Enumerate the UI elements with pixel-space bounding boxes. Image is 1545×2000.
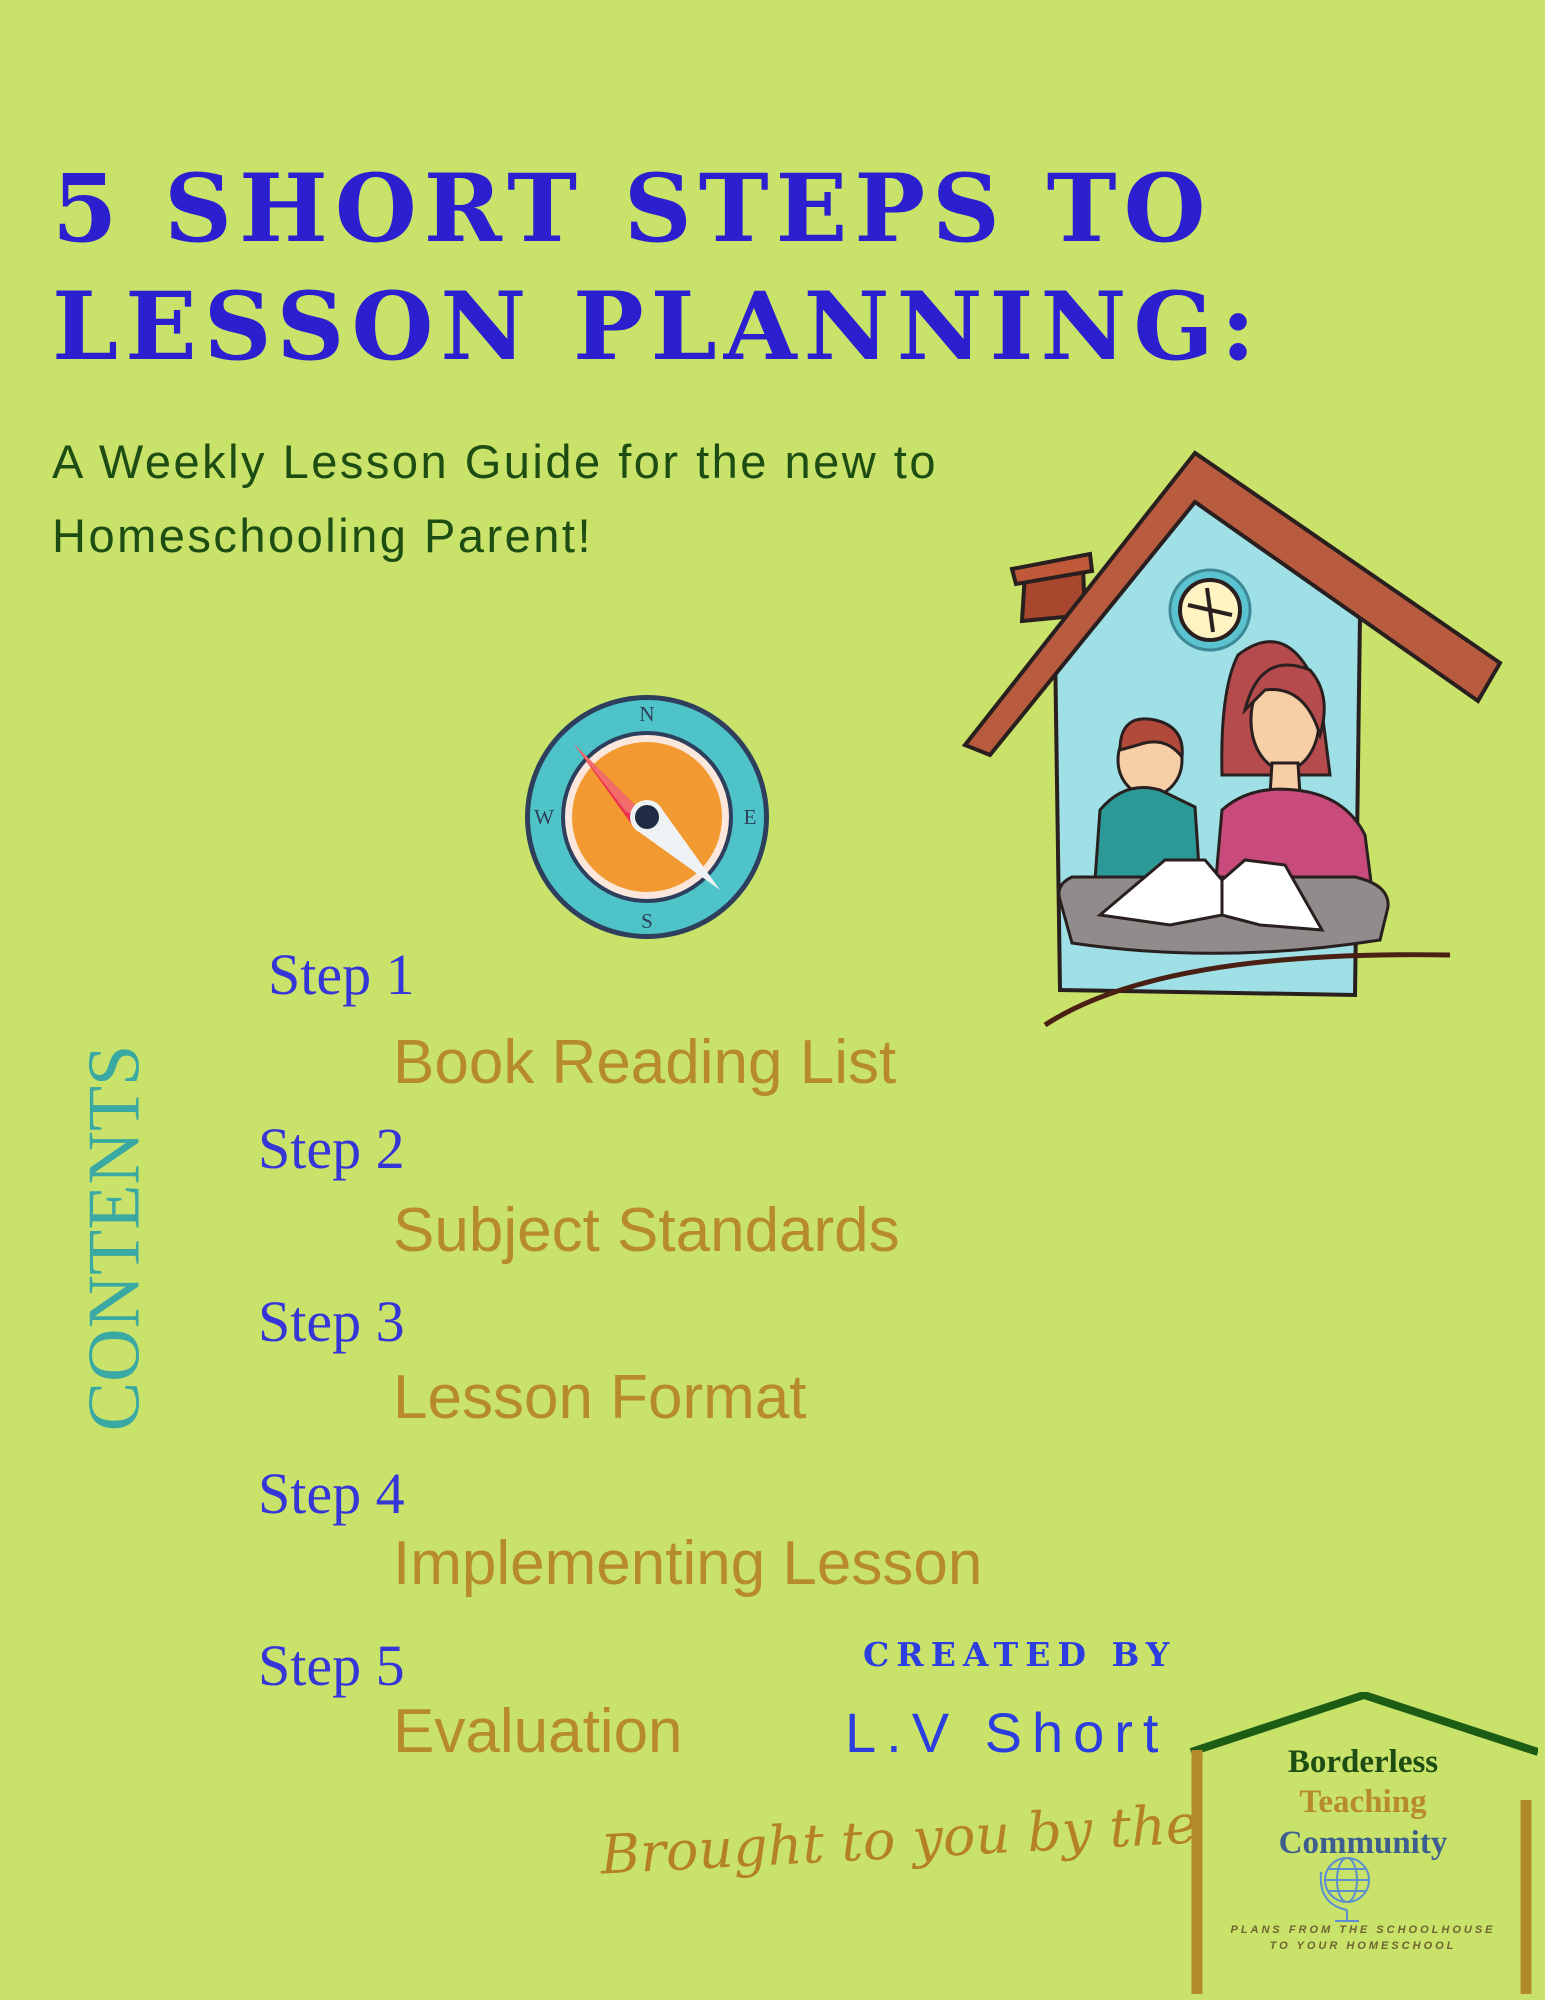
author-name: L.V Short <box>845 1701 1169 1764</box>
subtitle <box>52 425 938 573</box>
community-logo <box>1188 1692 1538 1994</box>
page-title <box>52 150 1262 386</box>
brought-to-you-text: Brought to you by the <box>598 1792 1200 1887</box>
step-3-title: Lesson Format <box>393 1363 807 1432</box>
house-illustration <box>960 445 1515 1035</box>
logo-tagline <box>1198 1922 1528 1954</box>
subtitle-line-2: Homeschooling Parent! <box>52 509 594 562</box>
step-5-title: Evaluation <box>393 1697 683 1766</box>
globe-icon <box>1321 1858 1369 1921</box>
logo-line-3: Community <box>1278 1825 1448 1861</box>
logo-line-1: Borderless <box>1287 1744 1439 1780</box>
step-2-title: Subject Standards <box>393 1196 900 1265</box>
logo-line-2: Teaching <box>1299 1784 1427 1820</box>
step-5-label: Step 5 <box>258 1633 405 1698</box>
step-3-label: Step 3 <box>258 1289 405 1354</box>
compass-south-label: S <box>641 909 653 933</box>
contents-label: CONTENTS <box>73 1044 156 1432</box>
step-2-label: Step 2 <box>258 1116 405 1181</box>
compass-east-label: E <box>743 805 757 829</box>
logo-tagline-line-1: PLANS FROM THE SCHOOLHOUSE <box>1230 1924 1496 1936</box>
compass-icon <box>522 692 772 942</box>
step-4-title: Implementing Lesson <box>393 1529 983 1598</box>
logo-tagline-line-2: TO YOUR HOMESCHOOL <box>1269 1940 1457 1952</box>
title-line-1: 5 SHORT STEPS TO <box>52 154 1213 264</box>
created-by-label: CREATED BY <box>863 1635 1177 1674</box>
subtitle-line-1: A Weekly Lesson Guide for the new to <box>52 435 938 488</box>
step-4-label: Step 4 <box>258 1461 405 1526</box>
compass-north-label: N <box>639 702 655 726</box>
step-1-label: Step 1 <box>268 942 415 1007</box>
step-1-title: Book Reading List <box>393 1028 897 1097</box>
title-line-2: LESSON PLANNING: <box>52 272 1263 382</box>
compass-west-label: W <box>534 805 554 829</box>
